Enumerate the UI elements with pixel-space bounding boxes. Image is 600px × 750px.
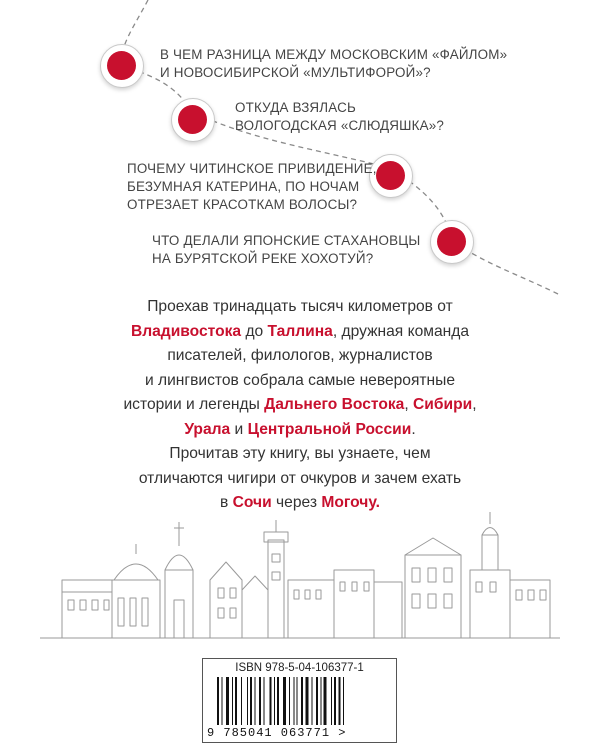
question-3-line-3: ОТРЕЗАЕТ КРАСОТКАМ ВОЛОСЫ? xyxy=(127,197,358,212)
question-3-line-2: БЕЗУМНАЯ КАТЕРИНА, ПО НОЧАМ xyxy=(127,179,360,194)
question-2-line-1: ОТКУДА ВЗЯЛАСЬ xyxy=(235,100,356,115)
city-vladivostok: Владивостока xyxy=(130,322,242,340)
city-mogocha: Могочу. xyxy=(321,494,380,511)
question-3-line-1: ПОЧЕМУ ЧИТИНСКОЕ ПРИВИДЕНИЕ, xyxy=(127,161,377,176)
blurb-line-2 xyxy=(40,320,560,345)
city-sochi: Сочи xyxy=(232,494,272,511)
blurb-text: в xyxy=(220,494,233,511)
route-marker-4 xyxy=(430,220,474,264)
city-tallinn: Таллина xyxy=(267,322,333,340)
blurb-line-1: Проехав тринадцать тысяч километров от xyxy=(147,298,453,315)
region-siberia: Сибири xyxy=(413,396,473,413)
barcode-icon xyxy=(217,677,385,725)
question-1-line-2: И НОВОСИБИРСКОЙ «МУЛЬТИФОРОЙ»? xyxy=(160,65,431,80)
isbn-barcode-box xyxy=(202,658,397,743)
question-3 xyxy=(127,160,377,214)
blurb-text: . xyxy=(411,420,416,438)
blurb-text: и xyxy=(230,420,248,438)
route-marker-2 xyxy=(171,98,215,142)
red-dot-icon xyxy=(178,105,207,134)
blurb-line-7: Прочитав эту книгу, вы узнаете, чем xyxy=(169,445,431,462)
blurb-text: , xyxy=(404,396,413,413)
region-ural: Урала xyxy=(184,420,231,438)
blurb-text: , xyxy=(472,396,477,413)
blurb-line-6 xyxy=(40,418,560,443)
region-far-east: Дальнего Востока xyxy=(264,396,405,413)
question-4-line-2: НА БУРЯТСКОЙ РЕКЕ ХОХОТУЙ? xyxy=(152,251,374,266)
question-1 xyxy=(160,46,507,82)
city-skyline-illustration xyxy=(0,510,600,645)
description xyxy=(40,295,560,516)
isbn-number: ISBN 978-5-04-106377-1 xyxy=(235,662,364,674)
route-marker-1 xyxy=(100,44,144,88)
region-central-russia: Центральной России xyxy=(247,420,412,438)
blurb-line-5 xyxy=(40,393,560,418)
red-dot-icon xyxy=(376,161,405,190)
barcode-digits: 9 785041 063771 > xyxy=(207,726,347,740)
question-2-line-2: ВОЛОГОДСКАЯ «СЛЮДЯШКА»? xyxy=(235,118,445,133)
question-4 xyxy=(152,232,420,268)
blurb-line-4: и лингвистов собрала самые невероятные xyxy=(144,371,456,389)
blurb-line-3: писателей, филологов, журналистов xyxy=(167,347,433,364)
blurb-text: истории и легенды xyxy=(123,396,265,413)
red-dot-icon xyxy=(437,227,466,256)
question-4-line-1: ЧТО ДЕЛАЛИ ЯПОНСКИЕ СТАХАНОВЦЫ xyxy=(152,233,421,248)
red-dot-icon xyxy=(107,51,136,80)
question-2 xyxy=(235,99,444,135)
question-1-line-1: В ЧЕМ РАЗНИЦА МЕЖДУ МОСКОВСКИМ «ФАЙЛОМ» xyxy=(160,47,508,62)
blurb-text: , дружная команда xyxy=(332,322,470,340)
blurb-text: через xyxy=(271,494,322,511)
blurb-text: до xyxy=(241,322,268,340)
blurb-line-8: отличаются чигири от очкуров и зачем ехать xyxy=(138,469,462,487)
